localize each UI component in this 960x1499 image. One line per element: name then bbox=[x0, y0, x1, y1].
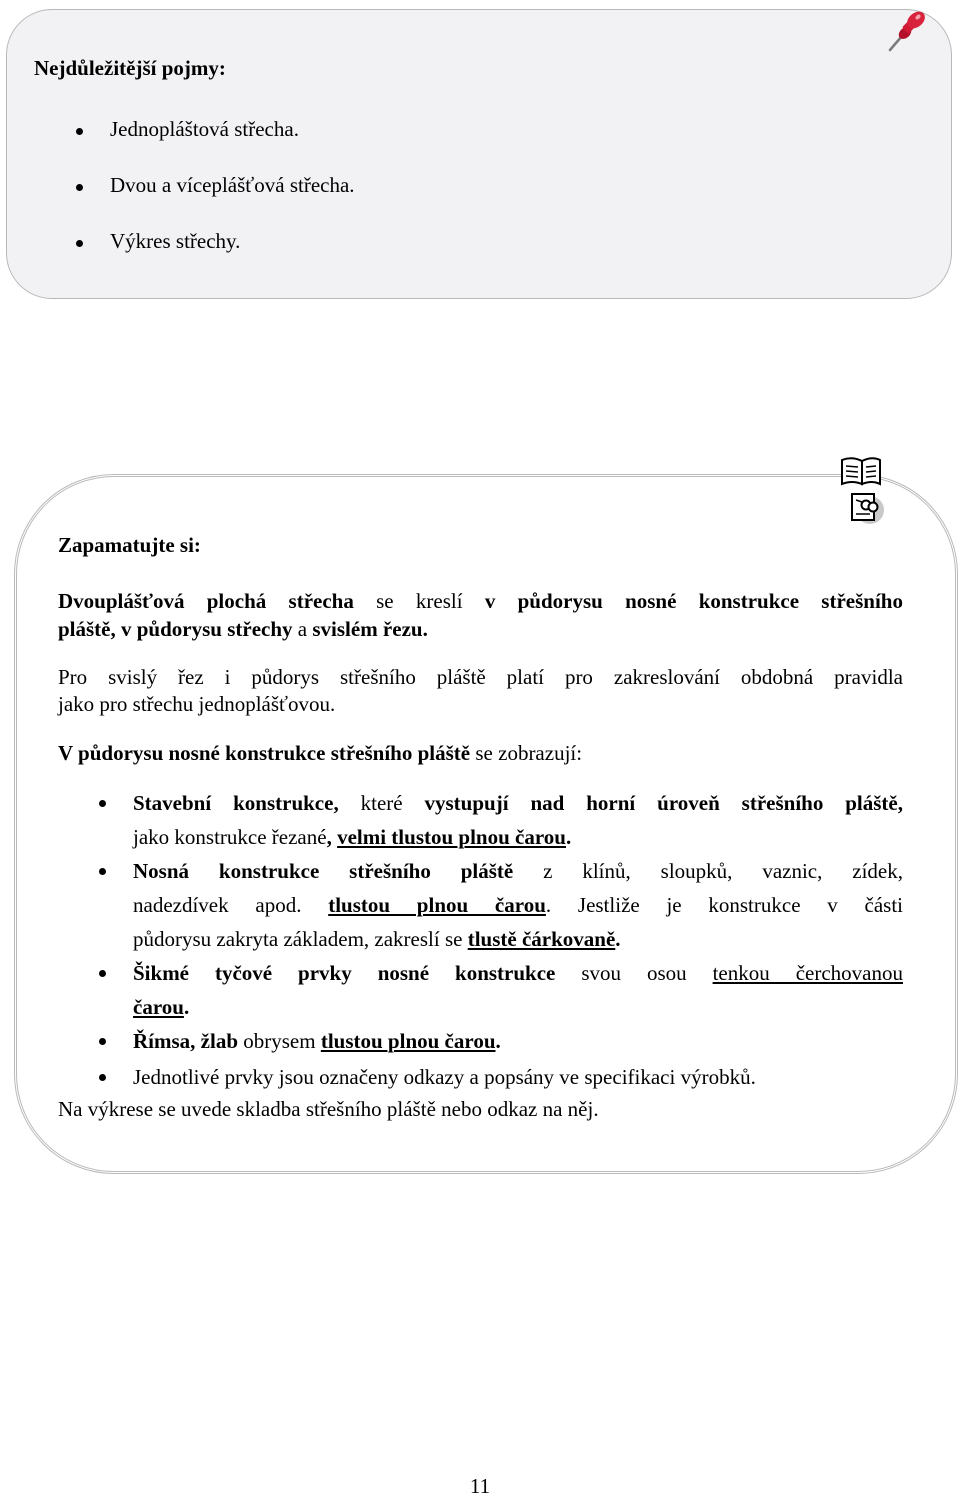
page-number: 11 bbox=[469, 1474, 491, 1498]
paragraph: V půdorysu nosné konstrukce střešního pláště se zobrazují: bbox=[58, 741, 583, 765]
bullet-icon bbox=[99, 800, 106, 807]
paragraph: Na výkrese se uvede skladba střešního pláště nebo odkaz na něj. bbox=[58, 1097, 599, 1121]
key-terms-box bbox=[6, 9, 952, 299]
list-item: Stavební konstrukce, které vystupují nad horní úroveň střešního pláště, bbox=[133, 791, 903, 815]
book-glasses-icon bbox=[838, 452, 890, 528]
bullet-icon bbox=[76, 128, 83, 135]
key-terms-title: Nejdůležitější pojmy: bbox=[34, 56, 226, 80]
paragraph: pláště, v půdorysu střechy a svislém řezu. bbox=[58, 617, 428, 641]
remember-title: Zapamatujte si: bbox=[58, 533, 201, 557]
bullet-icon bbox=[99, 868, 106, 875]
list-item: půdorysu zakryta základem, zakreslí se tlustě čárkovaně. bbox=[133, 927, 621, 951]
list-item: nadezdívek apod. tlustou plnou čarou. Jestliže je konstrukce v části bbox=[133, 893, 903, 917]
paragraph: Pro svislý řez i půdorys střešního pláště platí pro zakreslování obdobná pravidla bbox=[58, 665, 903, 689]
bullet-icon bbox=[99, 970, 106, 977]
list-item: Jednotlivé prvky jsou označeny odkazy a popsány ve specifikaci výrobků. bbox=[133, 1065, 756, 1089]
bullet-icon bbox=[76, 240, 83, 247]
bullet-icon bbox=[99, 1074, 106, 1081]
list-item: Šikmé tyčové prvky nosné konstrukce svou osou tenkou čerchovanou bbox=[133, 961, 903, 985]
paragraph: jako pro střechu jednoplášťovou. bbox=[58, 692, 336, 716]
list-item: Nosná konstrukce střešního pláště z klínů, sloupků, vaznic, zídek, bbox=[133, 859, 903, 883]
list-item: čarou. bbox=[133, 995, 190, 1019]
list-item: Římsa, žlab obrysem tlustou plnou čarou. bbox=[133, 1029, 501, 1053]
list-item: jako konstrukce řezané, velmi tlustou plnou čarou. bbox=[133, 825, 572, 849]
bullet-icon bbox=[76, 184, 83, 191]
paragraph: Dvouplášťová plochá střecha se kreslí v půdorysu nosné konstrukce střešního bbox=[58, 589, 903, 613]
bullet-icon bbox=[99, 1038, 106, 1045]
pushpin-icon bbox=[882, 6, 934, 56]
